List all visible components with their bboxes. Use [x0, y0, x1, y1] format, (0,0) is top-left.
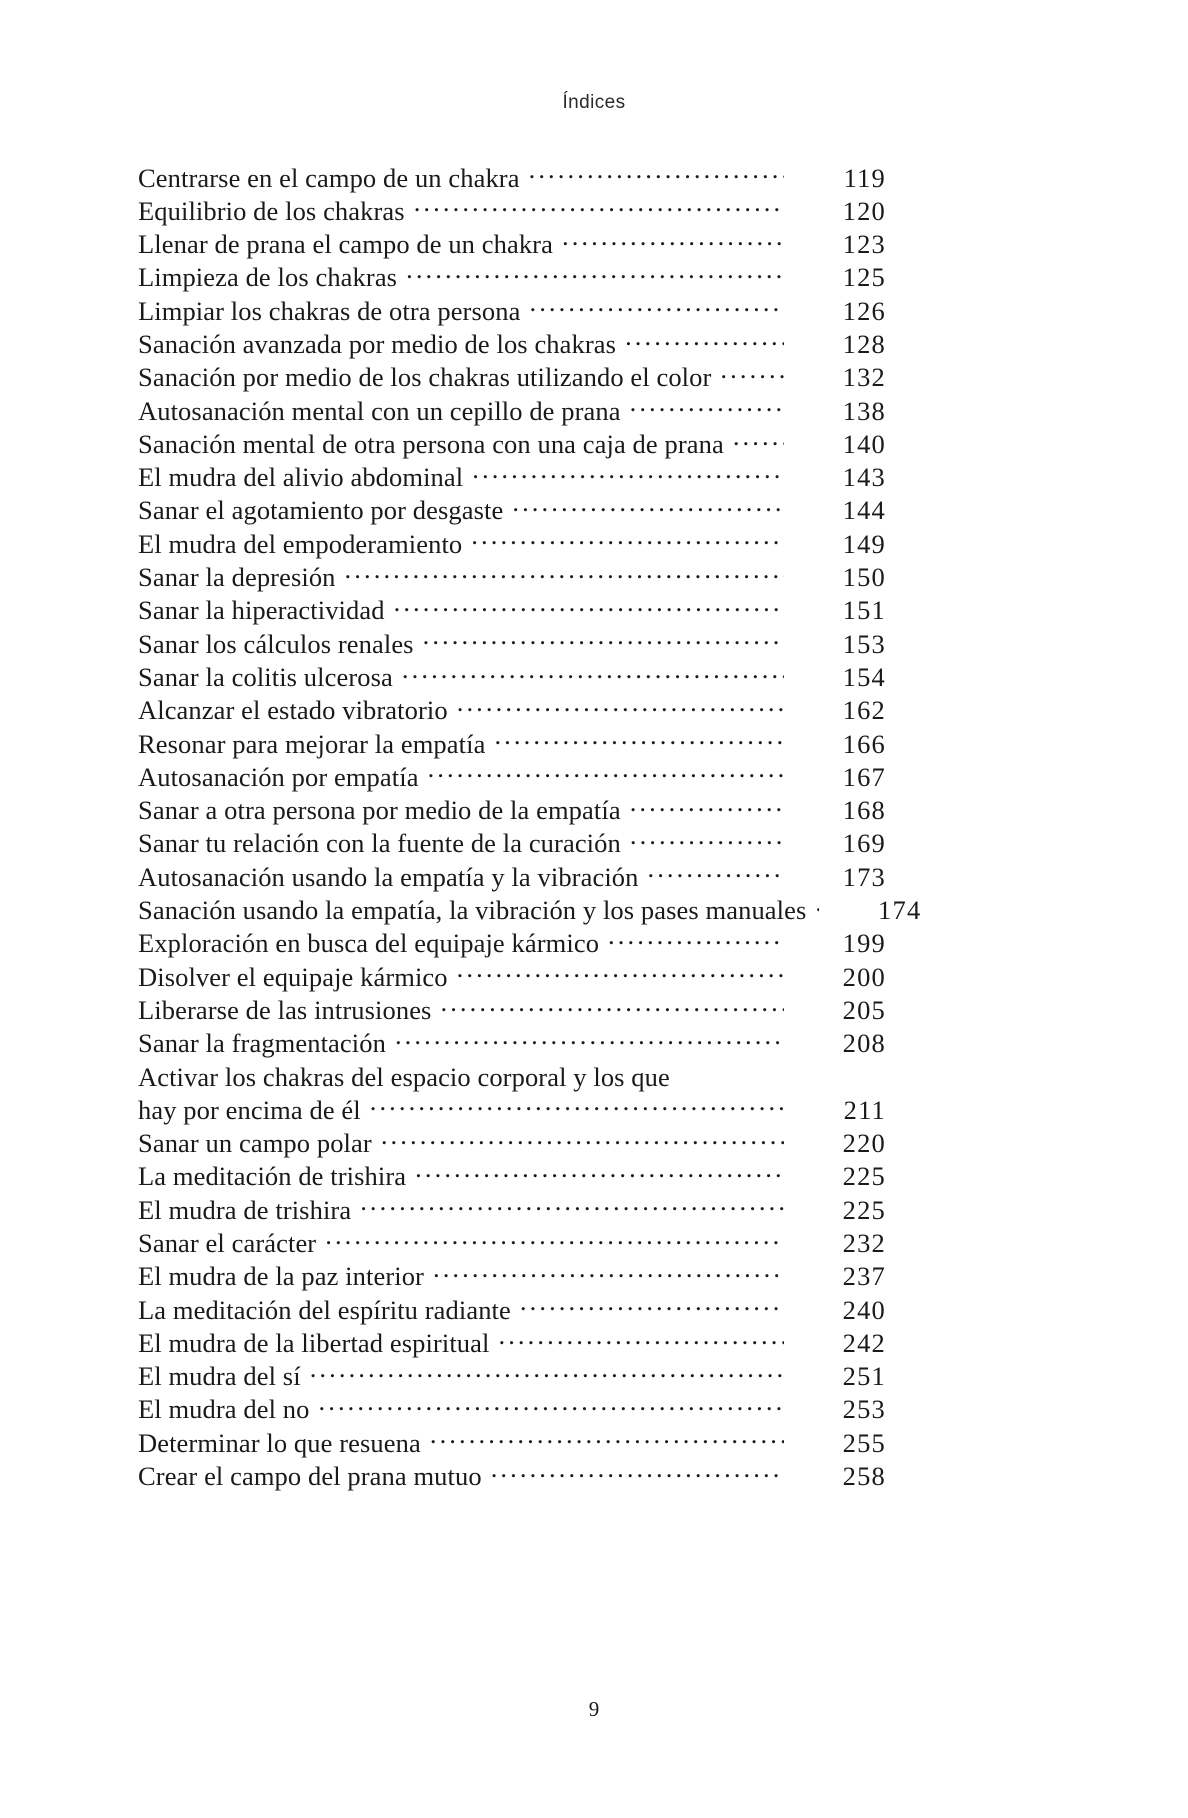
dot-leader: [529, 293, 784, 320]
dot-leader: [630, 826, 784, 853]
toc-entry-page-number: 255: [842, 1427, 886, 1458]
dot-leader: [325, 1226, 784, 1253]
table-of-contents-list: [138, 160, 922, 1492]
dot-leader: [310, 1359, 784, 1386]
toc-entry-title: La meditación de trishira: [138, 1161, 407, 1192]
toc-entry-title: Exploración en busca del equipaje kármico: [138, 928, 600, 959]
toc-entry-page-number: 174: [878, 895, 922, 926]
toc-entry[interactable]: [138, 326, 886, 359]
dot-leader: [414, 193, 784, 220]
toc-entry-title: Determinar lo que resuena: [138, 1427, 421, 1458]
toc-entry-page-number: 208: [842, 1028, 886, 1059]
toc-entry[interactable]: [138, 593, 886, 626]
toc-entry-page-number: 149: [842, 528, 886, 559]
toc-entry[interactable]: [138, 1292, 886, 1325]
toc-entry-title: El mudra del empoderamiento: [138, 528, 463, 559]
toc-entry-page-number: 154: [842, 661, 886, 692]
toc-entry-title: Equilibrio de los chakras: [138, 195, 405, 226]
toc-entry[interactable]: [138, 926, 886, 959]
toc-entry-title: Sanar el carácter: [138, 1228, 317, 1258]
toc-entry[interactable]: [138, 227, 886, 260]
dot-leader: [520, 1292, 784, 1319]
dot-leader: [423, 626, 784, 653]
dot-leader: [733, 426, 784, 453]
toc-entry[interactable]: [138, 726, 886, 759]
toc-entry[interactable]: [138, 460, 886, 493]
toc-entry-title: Llenar de prana el campo de un chakra: [138, 229, 553, 260]
dot-leader: [471, 526, 784, 553]
dot-leader: [608, 926, 784, 953]
toc-entry-title: Sanar un campo polar: [138, 1128, 372, 1159]
toc-entry[interactable]: [138, 793, 886, 826]
toc-entry-title: El mudra de la libertad espiritual: [138, 1327, 490, 1358]
toc-entry-title: El mudra del alivio abdominal: [138, 462, 464, 493]
toc-entry[interactable]: [138, 293, 886, 326]
dot-leader: [512, 493, 784, 520]
dot-leader: [428, 759, 784, 786]
toc-entry-title: Resonar para mejorar la empatía: [138, 728, 486, 759]
toc-entry-title: Limpieza de los chakras: [138, 262, 398, 293]
toc-entry-page-number: 205: [842, 994, 886, 1025]
dot-leader: [670, 1059, 784, 1086]
toc-entry[interactable]: [138, 1425, 886, 1458]
dot-leader: [491, 1459, 784, 1486]
toc-entry[interactable]: [138, 859, 886, 892]
toc-entry-page-number: 140: [842, 428, 886, 459]
dot-leader: [498, 1325, 784, 1352]
toc-entry-title: Sanar la colitis ulcerosa: [138, 661, 393, 692]
toc-entry-title: El mudra del no: [138, 1394, 310, 1425]
toc-entry[interactable]: [138, 1259, 886, 1292]
dot-leader: [625, 326, 784, 353]
toc-entry[interactable]: [138, 659, 886, 692]
toc-entry-title: El mudra de la paz interior: [138, 1261, 424, 1292]
toc-entry-page-number: 225: [842, 1161, 886, 1192]
toc-entry-page-number: 153: [842, 628, 886, 659]
dot-leader: [395, 1026, 784, 1053]
dot-leader: [370, 1092, 784, 1119]
dot-leader: [345, 560, 784, 587]
toc-entry-title: Liberarse de las intrusiones: [138, 994, 432, 1025]
toc-entry-page-number: 253: [842, 1394, 886, 1425]
toc-entry[interactable]: [138, 826, 886, 859]
toc-entry[interactable]: [138, 193, 886, 226]
toc-entry[interactable]: [138, 426, 886, 459]
toc-entry-title: La meditación del espíritu radiante: [138, 1294, 511, 1325]
dot-leader: [319, 1392, 785, 1419]
dot-leader: [394, 593, 784, 620]
toc-entry-title: Sanar tu relación con la fuente de la curación: [138, 828, 621, 859]
dot-leader: [647, 859, 784, 886]
dot-leader: [630, 793, 784, 820]
toc-entry-title: Alcanzar el estado vibratorio: [138, 695, 448, 726]
toc-entry[interactable]: [138, 526, 886, 559]
toc-entry-title: Sanación por medio de los chakras utilizando el color: [138, 362, 712, 393]
toc-entry[interactable]: [138, 759, 886, 792]
toc-entry-page-number: 251: [842, 1361, 886, 1392]
toc-entry-title: Sanar la depresión: [138, 562, 336, 593]
toc-entry[interactable]: [138, 560, 886, 593]
toc-entry[interactable]: [138, 893, 922, 926]
toc-entry-title: Crear el campo del prana mutuo: [138, 1461, 482, 1492]
toc-entry-title: Autosanación usando la empatía y la vibración: [138, 861, 639, 892]
toc-entry-page-number: 242: [842, 1327, 886, 1358]
toc-entry[interactable]: [138, 959, 886, 992]
toc-entry-page-number: 240: [842, 1294, 886, 1325]
dot-leader: [402, 659, 784, 686]
toc-entry[interactable]: [138, 626, 886, 659]
toc-entry-title: Sanación avanzada por medio de los chakras: [138, 328, 617, 359]
toc-entry[interactable]: [138, 1126, 886, 1159]
toc-entry[interactable]: [138, 360, 886, 393]
dot-leader: [457, 693, 784, 720]
dot-leader: [720, 360, 784, 387]
toc-entry-page-number: 168: [842, 795, 886, 826]
toc-entry[interactable]: [138, 992, 886, 1025]
toc-entry-title: Disolver el equipaje kármico: [138, 961, 448, 992]
toc-entry-page-number: 237: [842, 1261, 886, 1292]
toc-entry[interactable]: [138, 1359, 886, 1392]
toc-entry-page-number: 232: [842, 1228, 886, 1258]
toc-entry-page-number: 162: [842, 695, 886, 726]
toc-entry-title: Sanación mental de otra persona con una caja de prana: [138, 428, 724, 459]
toc-entry-page-number: 199: [842, 928, 886, 959]
toc-entry[interactable]: [138, 493, 886, 526]
toc-entry[interactable]: [138, 1159, 886, 1192]
toc-entry[interactable]: [138, 1459, 886, 1492]
toc-entry[interactable]: [138, 1192, 886, 1225]
dot-leader: [360, 1192, 784, 1219]
toc-entry-title: Sanar el agotamiento por desgaste: [138, 495, 504, 526]
toc-entry-title: El mudra de trishira: [138, 1194, 352, 1225]
toc-entry-page-number: 211: [843, 1094, 886, 1125]
toc-entry-page-number: 220: [842, 1128, 886, 1159]
dot-leader: [472, 460, 784, 487]
toc-entry-page-number: 200: [842, 961, 886, 992]
toc-entry-page-number: 119: [843, 162, 886, 193]
toc-entry-page-number: 173: [842, 861, 886, 892]
dot-leader: [562, 227, 784, 254]
toc-entry-title: Sanar la fragmentación: [138, 1028, 386, 1059]
toc-entry-page-number: 225: [842, 1194, 886, 1225]
toc-entry-page-number: 123: [842, 229, 886, 260]
toc-entry-page-number: 125: [842, 262, 886, 293]
toc-entry[interactable]: [138, 1226, 886, 1259]
dot-leader: [630, 393, 784, 420]
toc-entry-title: Sanar la hiperactividad: [138, 595, 385, 626]
dot-leader: [381, 1126, 784, 1153]
dot-leader: [430, 1425, 784, 1452]
toc-entry-page-number: 126: [842, 295, 886, 326]
toc-entry-page-number: 169: [842, 828, 886, 859]
toc-entry-title: Autosanación mental con un cepillo de prana: [138, 395, 621, 426]
dot-leader: [494, 726, 784, 753]
toc-entry-title: Sanación usando la empatía, la vibración y los pases manuales: [138, 895, 807, 926]
toc-entry-title: Activar los chakras del espacio corporal y los que: [138, 1061, 670, 1092]
toc-entry-title: Centrarse en el campo de un chakra: [138, 162, 520, 193]
dot-leader: [440, 992, 784, 1019]
toc-entry-page-number: 150: [842, 562, 886, 593]
toc-entry-title: Limpiar los chakras de otra persona: [138, 295, 521, 326]
running-head: Índices: [562, 92, 626, 113]
toc-entry-title: Sanar los cálculos renales: [138, 628, 414, 659]
toc-entry[interactable]: [138, 1392, 886, 1425]
dot-leader: [529, 160, 784, 187]
toc-entry-title: El mudra del sí: [138, 1361, 301, 1392]
toc-entry-page-number: 128: [842, 328, 886, 359]
page-folio-number: 9: [588, 1697, 600, 1721]
dot-leader: [415, 1159, 784, 1186]
toc-entry-page-number: 143: [842, 462, 886, 493]
toc-entry-title: hay por encima de él: [138, 1094, 361, 1125]
toc-entry[interactable]: [138, 393, 886, 426]
toc-entry-page-number: 120: [842, 195, 886, 226]
toc-entry[interactable]: [138, 1026, 886, 1059]
toc-entry-page-number: 167: [842, 761, 886, 792]
dot-leader: [433, 1259, 784, 1286]
toc-entry[interactable]: [138, 693, 886, 726]
toc-entry-page-number: 258: [842, 1461, 886, 1492]
toc-entry-title: Sanar a otra persona por medio de la empatía: [138, 795, 621, 826]
toc-entry[interactable]: [138, 260, 886, 293]
toc-entry[interactable]: [138, 1092, 886, 1125]
toc-entry[interactable]: [138, 1325, 886, 1358]
toc-entry-page-number: 166: [842, 728, 886, 759]
dot-leader: [406, 260, 784, 287]
toc-entry-page-number: 151: [842, 595, 886, 626]
toc-entry-page-number: 138: [842, 395, 886, 426]
toc-entry[interactable]: [138, 160, 886, 193]
toc-entry[interactable]: [138, 1059, 886, 1092]
dot-leader: [815, 893, 819, 920]
dot-leader: [457, 959, 784, 986]
toc-entry-title: Autosanación por empatía: [138, 761, 419, 792]
toc-entry-page-number: 144: [842, 495, 886, 526]
toc-entry-page-number: 132: [842, 362, 886, 393]
